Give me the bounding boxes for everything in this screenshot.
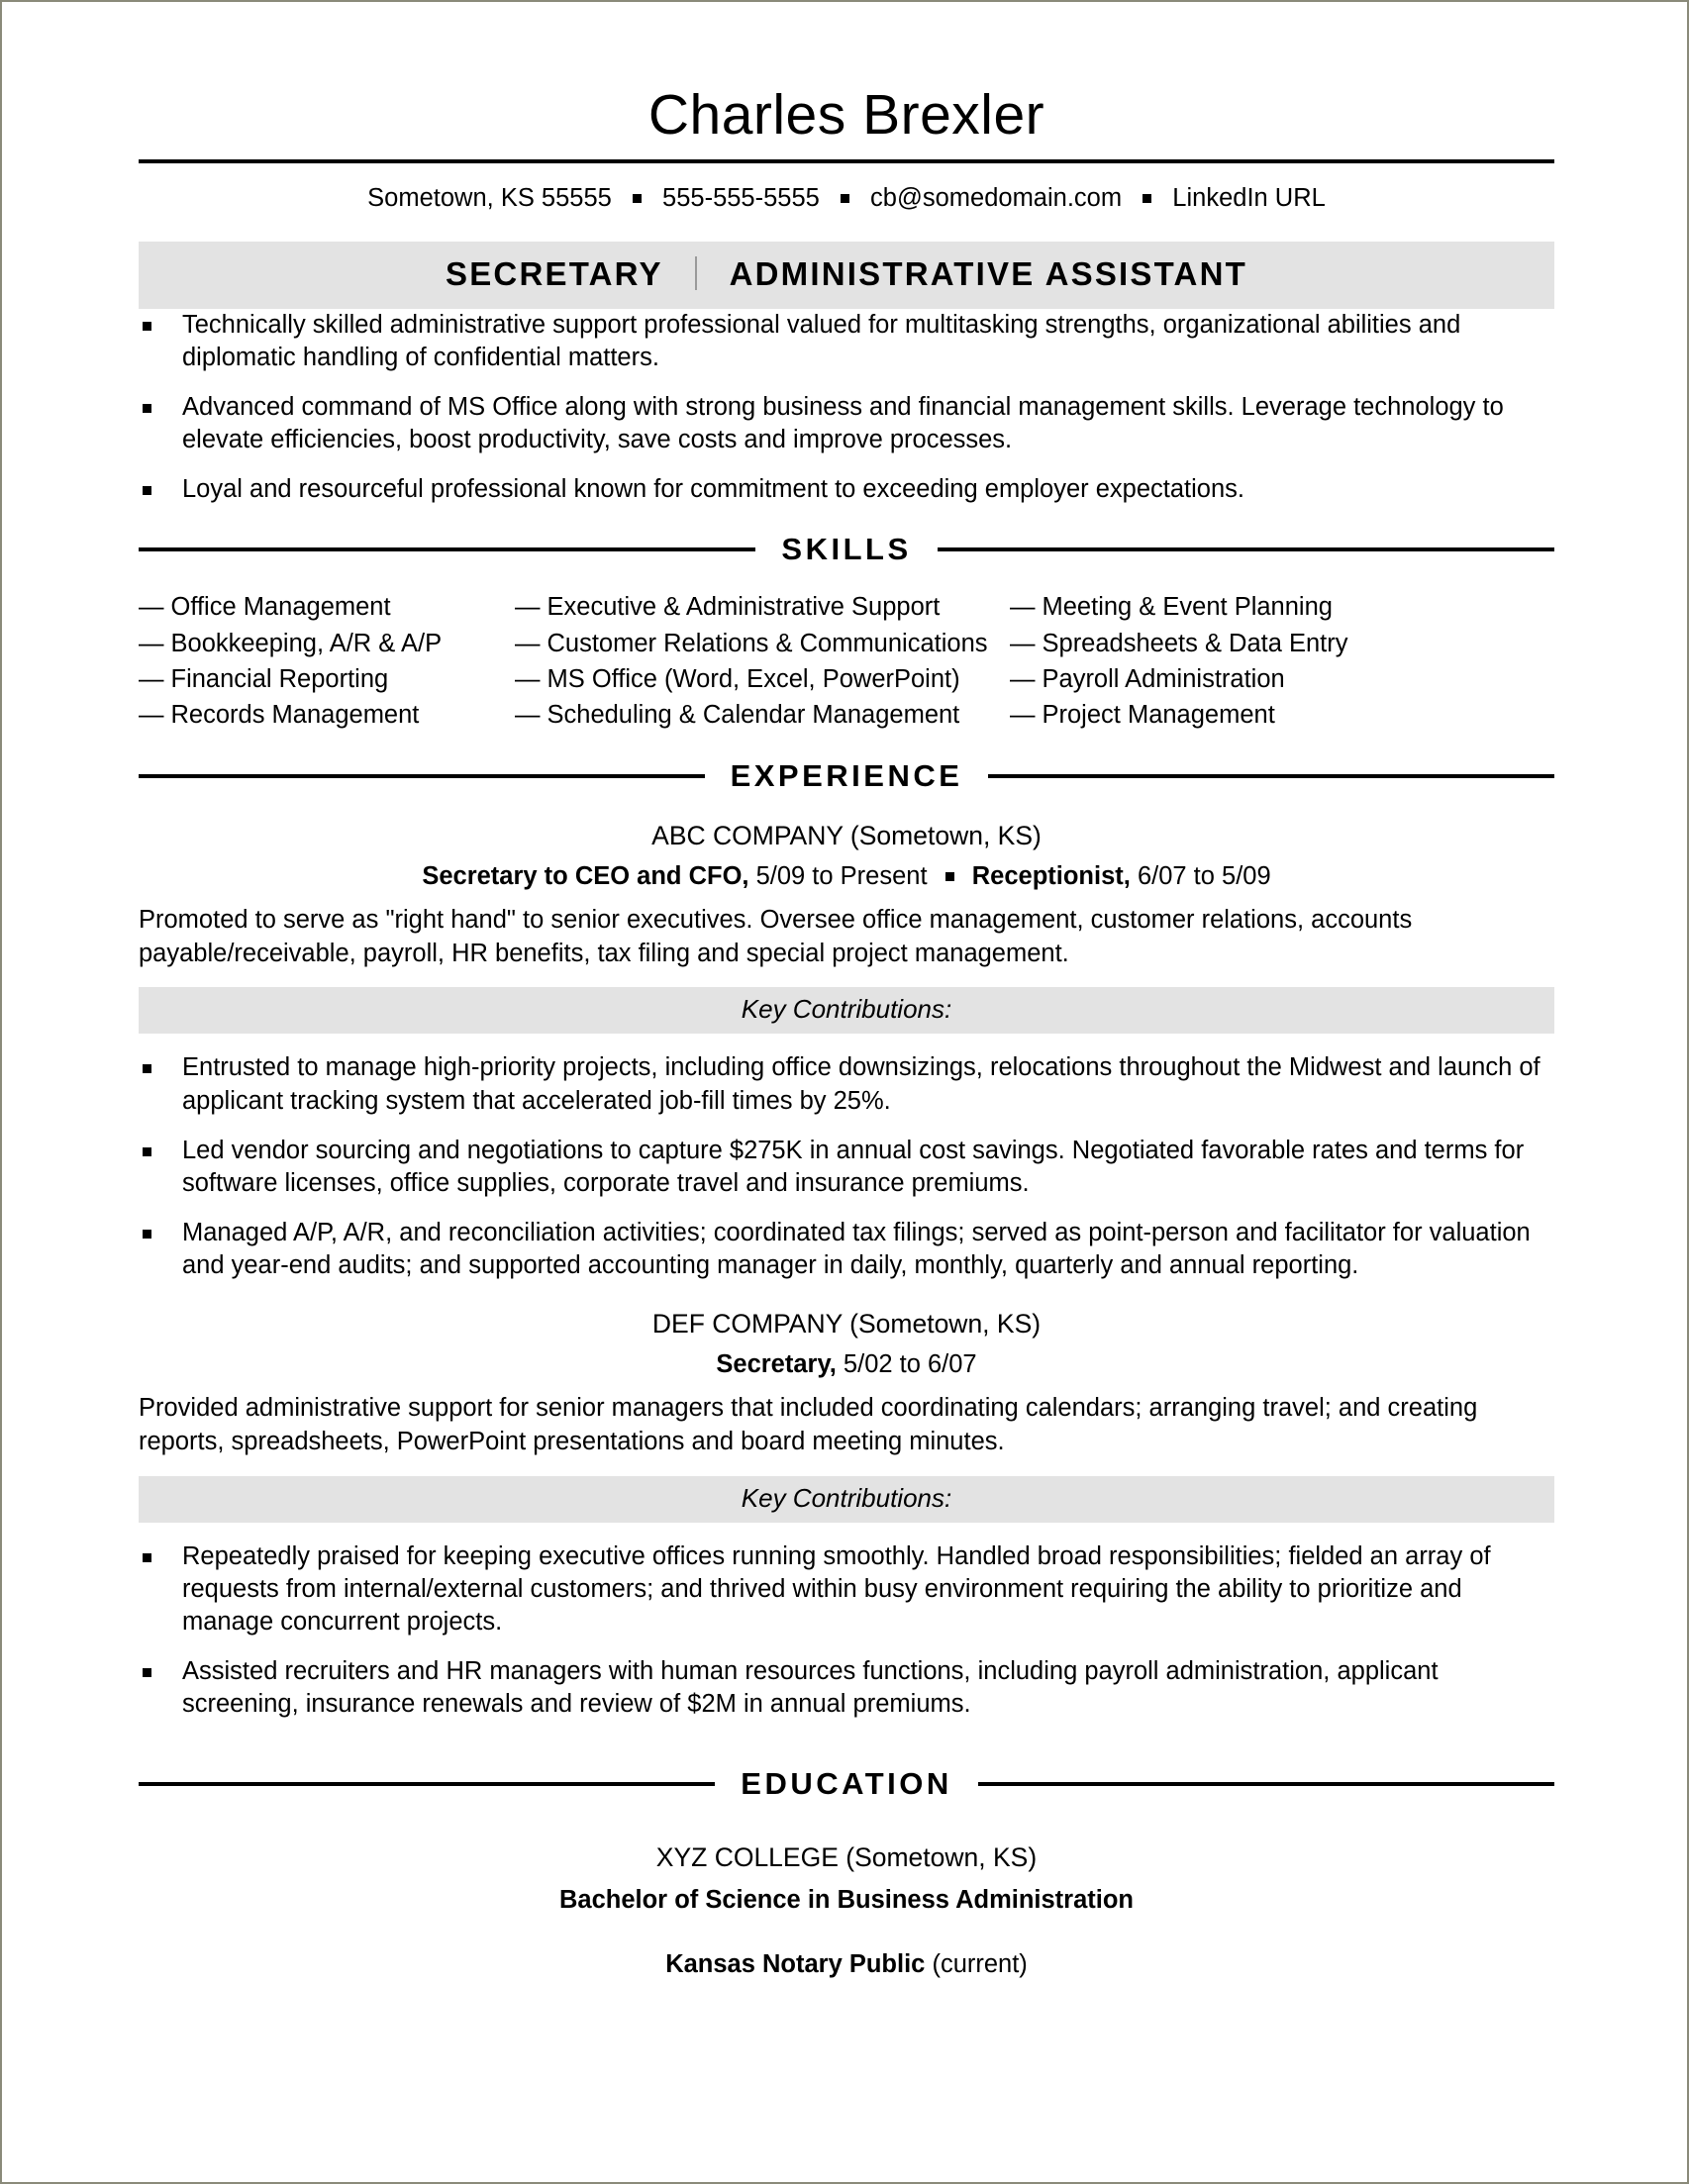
role-line (139, 1349, 1554, 1381)
skill-label: Bookkeeping, A/R & A/P (170, 629, 443, 657)
section-heading-experience (139, 758, 1554, 794)
em-dash-icon: — (139, 593, 164, 622)
skill-item (1010, 697, 1455, 733)
role-dates: 6/07 to 5/09 (1137, 862, 1271, 891)
key-contributions-bar: Key Contributions: (139, 987, 1554, 1034)
em-dash-icon: — (515, 629, 541, 657)
education-certification (139, 1949, 1554, 1981)
section-title: EDUCATION (741, 1766, 952, 1802)
contact-line (139, 163, 1554, 214)
skill-label: MS Office (Word, Excel, PowerPoint) (546, 664, 960, 693)
section-title: SKILLS (781, 532, 912, 567)
em-dash-icon: — (515, 700, 541, 729)
certification-name: Kansas Notary Public (665, 1950, 926, 1979)
rule-left (139, 1782, 715, 1786)
contact-location: Sometown, KS 55555 (367, 184, 612, 212)
skill-item (515, 661, 1010, 697)
list-item: Assisted recruiters and HR managers with human resources functions, including payroll administration, applicant screening, insurance renewals and review of $2M in annual premiums. (139, 1655, 1554, 1721)
skill-label: Executive & Administrative Support (546, 593, 941, 622)
rule-right (978, 1782, 1554, 1786)
skills-column-3 (1010, 589, 1455, 733)
skill-label: Customer Relations & Communications (546, 629, 988, 657)
list-item: Entrusted to manage high-priority projects, including office downsizings, relocations throughout the Midwest and launch of applicant tracking system that accelerated job-fill times by 25%. (139, 1051, 1554, 1117)
role-dates: 5/09 to Present (755, 862, 928, 891)
job-description: Promoted to serve as "right hand" to senior executives. Oversee office management, customer relations, accounts payable/receivable, payroll, HR benefits, tax filing and special project management. (139, 906, 1413, 967)
company-name: ABC COMPANY (Sometown, KS) (651, 821, 1042, 851)
skill-label: Meeting & Event Planning (1042, 593, 1333, 622)
square-separator-icon (1143, 194, 1151, 203)
skill-item (1010, 589, 1455, 625)
rule-right (988, 774, 1554, 778)
em-dash-icon: — (1010, 700, 1036, 729)
skill-label: Records Management (170, 700, 420, 729)
experience-entry (139, 820, 1554, 1282)
pipe-separator-icon (695, 256, 697, 290)
target-title-left: SECRETARY (446, 254, 663, 292)
em-dash-icon: — (1010, 664, 1036, 693)
skill-item (515, 697, 1010, 733)
summary-list (139, 309, 1554, 507)
key-contributions-list (139, 1051, 1554, 1282)
certification-status: (current) (932, 1950, 1028, 1979)
list-item: Repeatedly praised for keeping executive offices running smoothly. Handled broad responsibilities; fielded an array of requests from internal/external customers; and thrived within busy environment requiring the ability to prioritize and manage concurrent projects. (139, 1540, 1554, 1638)
role-dates: 5/02 to 6/07 (843, 1350, 977, 1379)
list-item: Led vendor sourcing and negotiations to capture $275K in annual cost savings. Negotiated favorable rates and terms for software licenses, office supplies, corporate travel and insurance premiums. (139, 1135, 1554, 1200)
skill-item (139, 589, 515, 625)
role-title: Receptionist, (971, 862, 1131, 891)
square-separator-icon (841, 194, 849, 203)
skills-column-1 (139, 589, 515, 733)
em-dash-icon: — (515, 664, 541, 693)
job-description: Provided administrative support for senior managers that included coordinating calendars; arranging travel; and creating reports, spreadsheets, PowerPoint presentations and board meeting minutes. (139, 1394, 1478, 1455)
rule-right (938, 547, 1554, 551)
list-item: Loyal and resourceful professional known for commitment to exceeding employer expectations. (139, 473, 1554, 506)
skill-label: Office Management (170, 593, 391, 622)
skill-item (139, 697, 515, 733)
list-item: Advanced command of MS Office along with strong business and financial management skills. Leverage technology to elevate efficiencies, boost productivity, save costs and improve processes. (139, 391, 1554, 456)
skill-item (1010, 626, 1455, 661)
company-name: DEF COMPANY (Sometown, KS) (651, 1309, 1042, 1340)
role-title: Secretary to CEO and CFO, (422, 862, 749, 891)
contact-email[interactable]: cb@somedomain.com (870, 184, 1123, 212)
experience-entry (139, 1308, 1554, 1721)
list-item: Managed A/P, A/R, and reconciliation activities; coordinated tax filings; served as point-person and facilitator for valuation and year-end audits; and supported accounting manager in daily, monthly, quarterly and annual reporting. (139, 1217, 1554, 1282)
em-dash-icon: — (139, 664, 164, 693)
skill-label: Scheduling & Calendar Management (546, 700, 960, 729)
key-contributions-bar: Key Contributions: (139, 1476, 1554, 1523)
key-contributions-list (139, 1540, 1554, 1722)
em-dash-icon: — (1010, 593, 1036, 622)
section-heading-skills (139, 532, 1554, 567)
skills-grid (139, 589, 1554, 733)
section-title: EXPERIENCE (730, 758, 963, 794)
em-dash-icon: — (515, 593, 541, 622)
role-line (139, 861, 1554, 893)
skill-label: Project Management (1042, 700, 1275, 729)
rule-left (139, 774, 705, 778)
skill-item (515, 589, 1010, 625)
skill-item (139, 626, 515, 661)
role-title: Secretary, (716, 1350, 837, 1379)
contact-phone: 555-555-5555 (662, 184, 820, 212)
target-title-right: ADMINISTRATIVE ASSISTANT (729, 254, 1247, 292)
rule-left (139, 547, 755, 551)
square-separator-icon (945, 872, 954, 881)
skill-label: Payroll Administration (1042, 664, 1285, 693)
contact-linkedin[interactable]: LinkedIn URL (1172, 184, 1326, 212)
section-heading-education (139, 1766, 1554, 1802)
resume-content (139, 2, 1554, 1981)
skill-item (1010, 661, 1455, 697)
list-item: Technically skilled administrative support professional valued for multitasking strengths, organizational abilities and diplomatic handling of confidential matters. (139, 309, 1554, 374)
skill-item (139, 661, 515, 697)
skill-item (515, 626, 1010, 661)
skill-label: Spreadsheets & Data Entry (1042, 629, 1348, 657)
em-dash-icon: — (1010, 629, 1036, 657)
education-school: XYZ COLLEGE (Sometown, KS) (655, 1842, 1038, 1873)
em-dash-icon: — (139, 629, 164, 657)
page-title: Charles Brexler (647, 83, 1045, 147)
target-title-bar (139, 242, 1554, 309)
skills-column-2 (515, 589, 1010, 733)
em-dash-icon: — (139, 700, 164, 729)
square-separator-icon (633, 194, 642, 203)
education-degree: Bachelor of Science in Business Administration (558, 1886, 1135, 1915)
skill-label: Financial Reporting (170, 664, 389, 693)
